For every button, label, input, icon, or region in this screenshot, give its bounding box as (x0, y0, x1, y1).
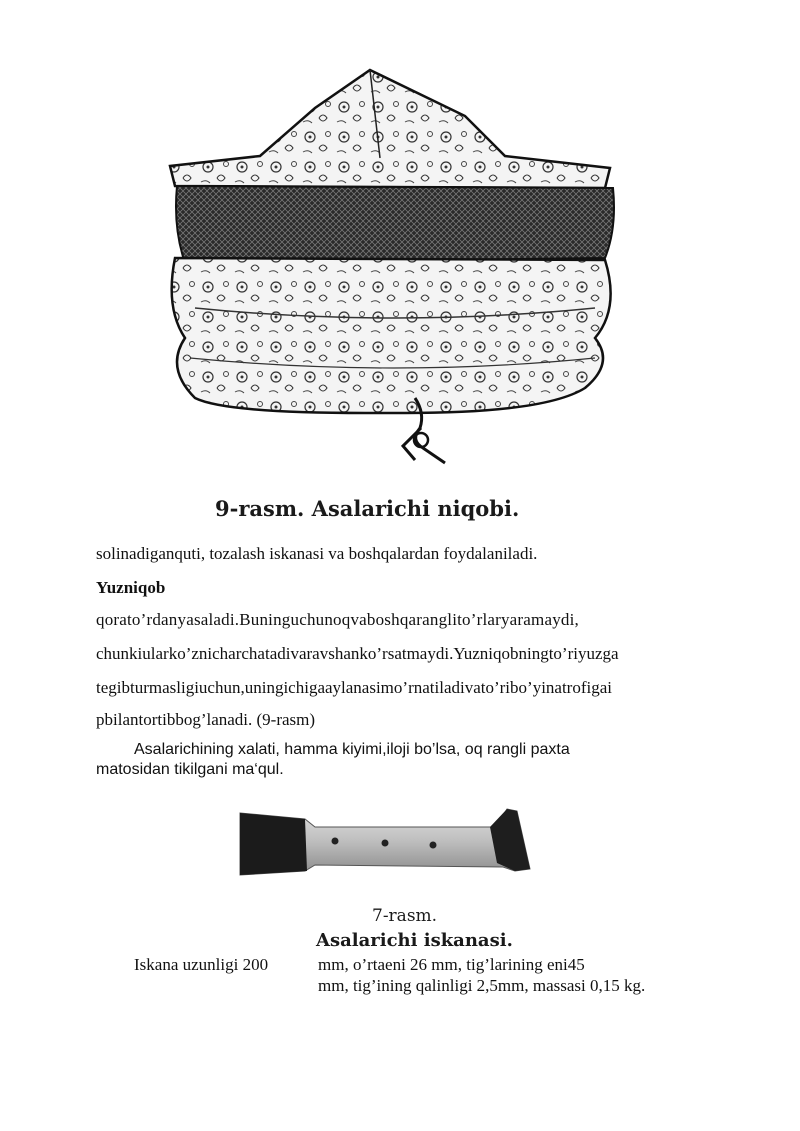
hive-tool-caption-number: 7-rasm. (372, 906, 438, 926)
paragraph-2-line-1: Asalarichining xalati, hamma kiyimi,iloji bo’lsa, oq rangli paxta (134, 741, 570, 758)
paragraph-2-line-2: matosidan tikilgani ma‘qul. (96, 761, 284, 778)
veil-caption: 9-rasm. Asalarichi niqobi. (215, 496, 520, 521)
hive-tool-illustration (235, 805, 535, 885)
paragraph-3-line-2: mm, tig’ining qalinligi 2,5mm, massasi 0,15 kg. (318, 976, 646, 995)
paragraph-3-line-1: mm, o’rtaeni 26 mm, tig’larining eni45 (318, 955, 585, 974)
heading-yuzniqob: Yuzniqob (96, 578, 166, 597)
paragraph-1-line-1: solinadiganquti, tozalash iskanasi va boshqalardan foydalaniladi. (96, 544, 538, 563)
veil-figure (165, 68, 625, 488)
hive-tool-figure (235, 805, 535, 885)
veil-illustration (165, 68, 625, 488)
paragraph-1-line-3: chunkiularko’znicharchatadivaravshanko’rsatmaydi.Yuzniqobningto’riyuzga (96, 644, 619, 663)
hive-tool-caption-title: Asalarichi iskanasi. (316, 930, 513, 951)
paragraph-3-col-1: Iskana uzunligi 200 (134, 955, 269, 974)
paragraph-1-line-5: pbilantortibbog’lanadi. (9-rasm) (96, 710, 316, 729)
paragraph-1-line-4: tegibturmasligiuchun,uningichigaaylanasimo’rnatiladivato’ribo’yinatrofigai (96, 678, 612, 697)
paragraph-1-line-2: qorato’rdanyasaladi.Buninguchunoqvaboshqaranglito’rlaryaramaydi, (96, 610, 579, 629)
